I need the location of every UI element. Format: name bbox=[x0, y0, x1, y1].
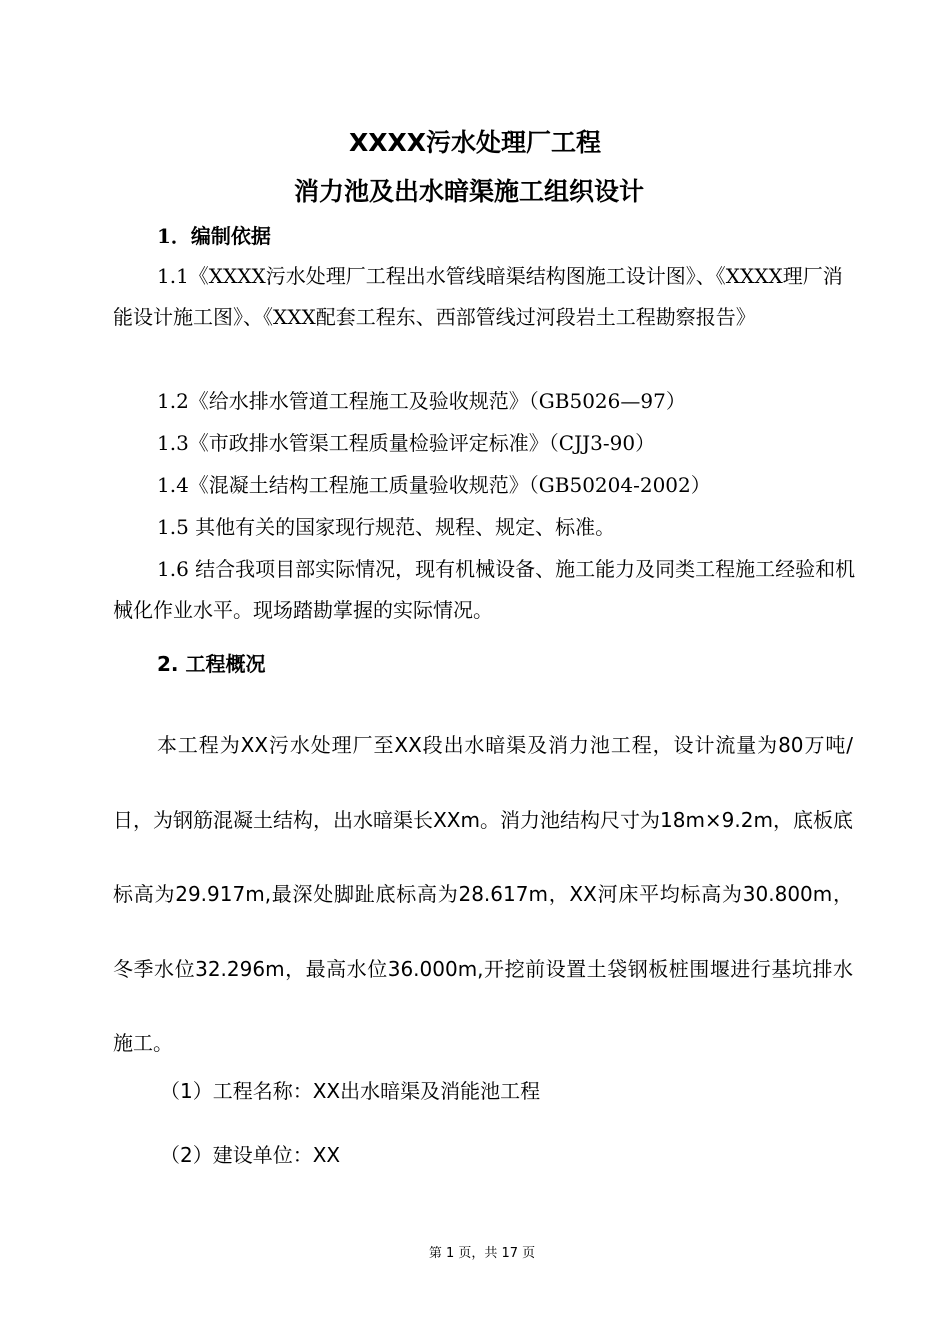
basis-item-1-1: 1.1《XXXX污水处理厂工程出水管线暗渠结构图施工设计图》、《XXXX理厂消能设计施工图》、《XXX配套工程东、西部管线过河段岩土工程勘察报告》 bbox=[113, 264, 843, 329]
basis-item-1-4: 1.4《混凝土结构工程施工质量验收规范》（GB50204-2002） bbox=[157, 473, 711, 497]
construction-unit-item: （2）建设单位：XX bbox=[160, 1143, 341, 1167]
section1-heading: 1．编制依据 bbox=[157, 224, 271, 248]
basis-item-1-2: 1.2《给水排水管道工程施工及验收规范》（GB5026—97） bbox=[157, 389, 686, 413]
basis-item-1-5: 1.5 其他有关的国家现行规范、规程、规定、标准。 bbox=[157, 515, 616, 539]
document-title-line2: 消力池及出水暗渠施工组织设计 bbox=[293, 177, 644, 206]
page-footer: 第 1 页，共 17 页 bbox=[428, 1246, 536, 1261]
basis-item-1-6: 1.6 结合我项目部实际情况，现有机械设备、施工能力及同类工程施工经验和机械化作业水平。现场踏勘掌握的实际情况。 bbox=[113, 557, 856, 622]
project-name-item: （1）工程名称：XX出水暗渠及消能池工程 bbox=[160, 1079, 541, 1103]
project-overview-paragraph: 本工程为XX污水处理厂至XX段出水暗渠及消力池工程，设计流量为80万吨/日，为钢筋混凝土结构，出水暗渠长XXm。消力池结构尺寸为18m×9.2m，底板底标高为29.917m,最深处脚趾底标高为28.617m，XX河床平均标高为30.800m，冬季水位32.296m，最高水位36.000m,开挖前设置土袋钢板桩围堰进行基坑排水施工。 bbox=[113, 733, 853, 1055]
section2-heading: 2. 工程概况 bbox=[157, 652, 266, 676]
basis-item-1-3: 1.3《市政排水管渠工程质量检验评定标准》（CJJ3-90） bbox=[157, 431, 656, 455]
document-title-line1: XXXX污水处理厂工程 bbox=[348, 128, 602, 157]
